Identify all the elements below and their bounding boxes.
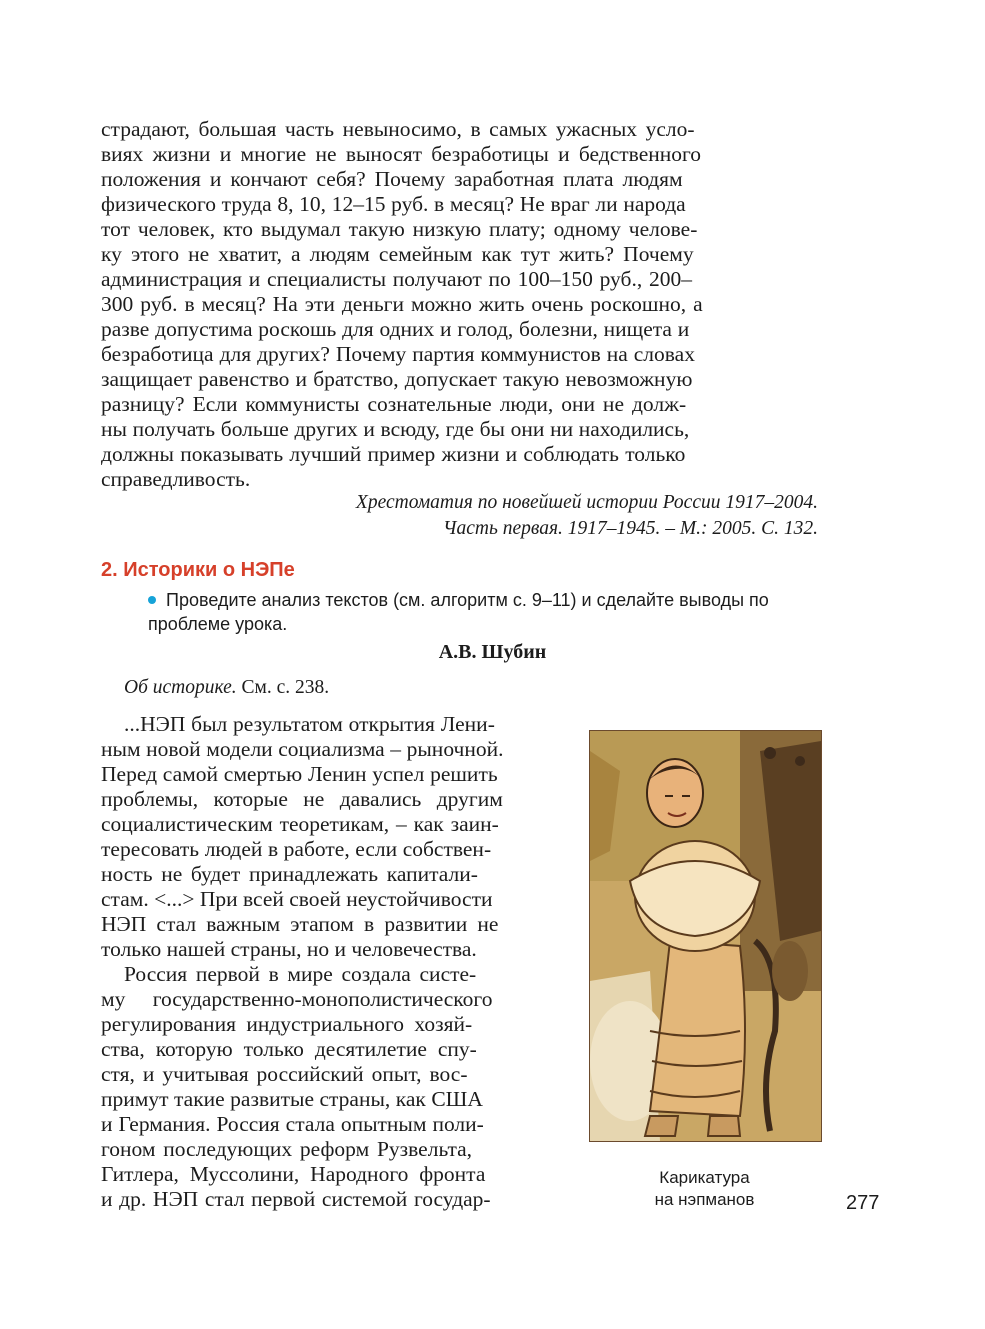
quote-line: разницу? Если коммунисты сознательные люди, они не долж-	[101, 392, 687, 416]
quote-line: физического труда 8, 10, 12–15 руб. в месяц? Не враг ли народа	[101, 192, 686, 216]
quote-line: разве допустима роскошь для одних и голод, болезни, нищета и	[101, 317, 690, 341]
article-line: гоном последующих реформ Рузвельта,	[101, 1137, 473, 1161]
article-line: Россия первой в мире создала систе-	[124, 962, 477, 986]
quote-line: виях жизни и многие не выносят безработицы и бедственного	[101, 142, 702, 166]
article-line: стам. <...> При всей своей неустойчивости	[101, 887, 493, 911]
article-line: стя, и учитывая российский опыт, вос-	[101, 1062, 468, 1086]
caption-line: на нэпманов	[654, 1190, 755, 1209]
article-line: НЭП стал важным этапом в развитии не	[101, 912, 499, 936]
about-author	[124, 677, 329, 699]
article-line: ства, которую только десятилетие спу-	[101, 1037, 477, 1061]
article-line: и др. НЭП стал первой системой государ-	[101, 1187, 491, 1211]
quote-line: защищает равенство и братство, допускает такую невозможную	[101, 367, 693, 391]
article-line: и Германия. Россия стала опытным поли-	[101, 1112, 484, 1136]
article-line: проблемы, которые не давались другим	[101, 787, 503, 811]
source-line: Хрестоматия по новейшей истории России 1917–2004.	[355, 492, 818, 513]
article-line: ...НЭП был результатом открытия Лени-	[124, 712, 495, 736]
quote-line: тот человек, кто выдумал такую низкую плату; одному челове-	[101, 217, 698, 241]
article-line: примут такие развитые страны, как США	[101, 1087, 483, 1111]
article-line: социалистическим теоретикам, – как заин-	[101, 812, 499, 836]
quote-line: безработица для других? Почему партия коммунистов на словах	[101, 342, 695, 366]
caricature-drawing	[590, 731, 821, 1141]
quote-line: должны показывать лучший пример жизни и соблюдать только	[101, 442, 686, 466]
article-line: ность не будет принадлежать капитали-	[101, 862, 478, 886]
author-name: А.В. Шубин	[438, 641, 547, 663]
source-line: Часть первая. 1917–1945. – М.: 2005. С. 132.	[443, 518, 818, 539]
quote-line: страдают, большая часть невыносимо, в самых ужасных усло-	[101, 117, 695, 141]
section-heading: 2. Историки о НЭПе	[101, 559, 295, 581]
article-line: му государственно-монополистического	[101, 987, 493, 1011]
quote-line: положения и кончают себя? Почему заработная плата людям	[101, 167, 683, 191]
article-line: регулирования индустриального хозяй-	[101, 1012, 473, 1036]
quote-line: 300 руб. в месяц? На эти деньги можно жить очень роскошно, а	[101, 292, 703, 316]
about-label: Об историке.	[124, 677, 237, 698]
bullet-icon	[148, 596, 156, 604]
caption-line: Карикатура	[659, 1168, 750, 1187]
caricature-image	[589, 730, 822, 1142]
quote-line: ны получать больше других и всюду, где бы они ни находились,	[101, 417, 690, 441]
article-line: Гитлера, Муссолини, Народного фронта	[101, 1162, 486, 1186]
about-ref: См. с. 238.	[236, 677, 330, 698]
article-line: Перед самой смертью Ленин успел решить	[101, 762, 498, 786]
article-line: ным новой модели социализма – рыночной.	[101, 737, 504, 761]
article-line: тересовать людей в работе, если собствен-	[101, 837, 492, 861]
quote-line: справедливость.	[101, 467, 251, 491]
quote-line: ку этого не хватит, а людям семейным как тут жить? Почему	[101, 242, 694, 266]
page-number: 277	[846, 1192, 880, 1214]
task-line: проблеме урока.	[148, 614, 288, 634]
quote-line: администрация и специалисты получают по 100–150 руб., 200–	[101, 267, 692, 291]
task-line: Проведите анализ текстов (см. алгоритм с. 9–11) и сделайте выводы по	[166, 590, 769, 610]
article-line: только нашей страны, но и человечества.	[101, 937, 477, 961]
